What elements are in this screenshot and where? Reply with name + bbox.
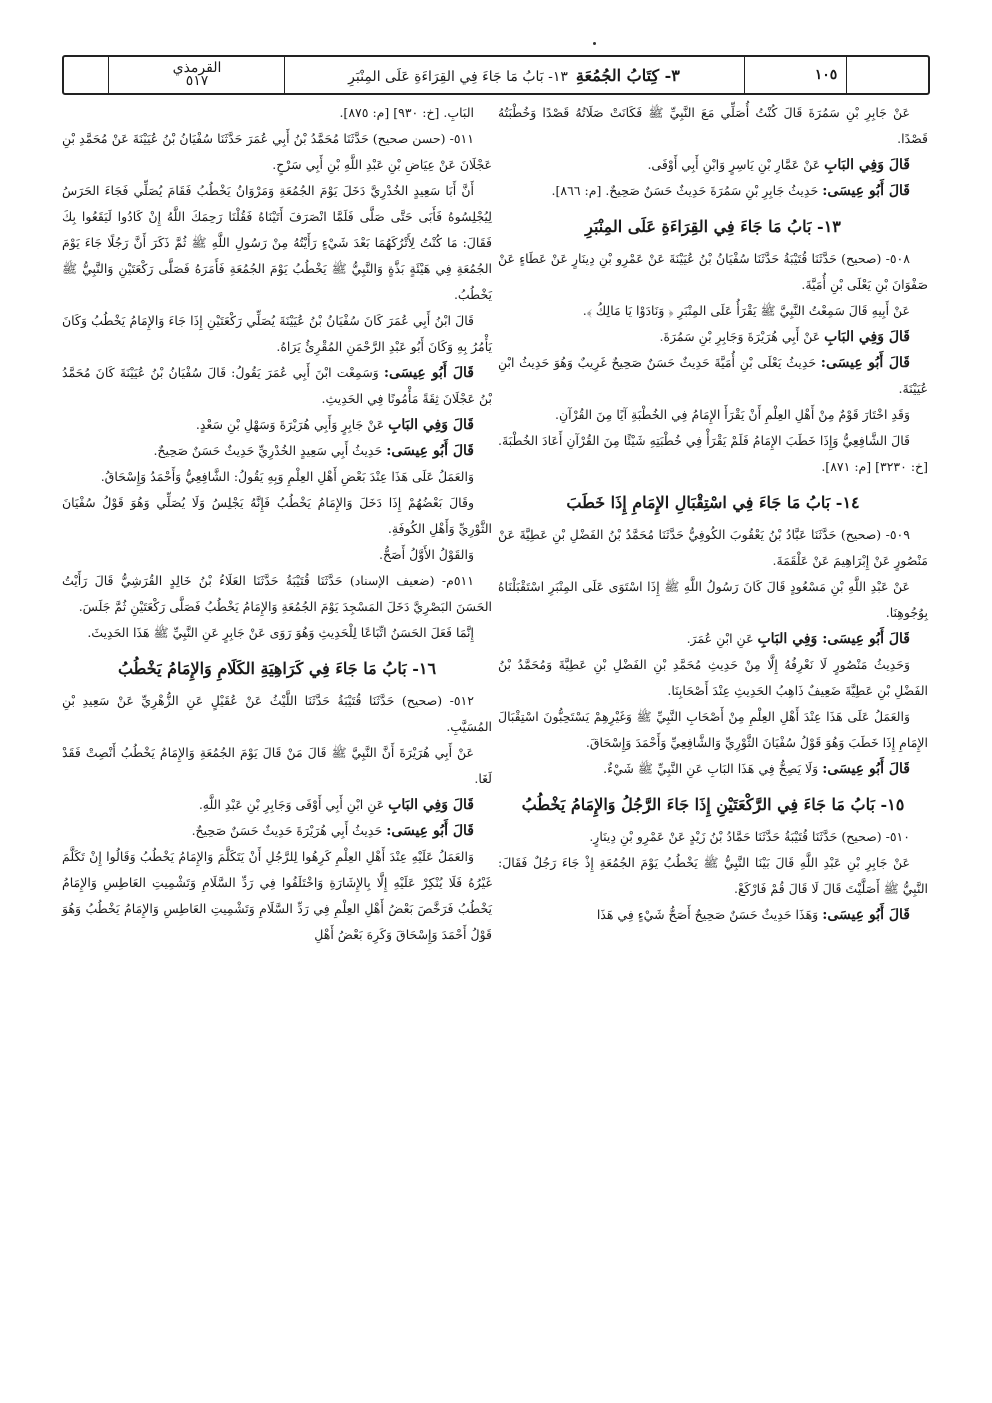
header-divider [284,57,285,93]
hadith-paragraph: ٥٠٨- (صحيح) حَدَّثَنَا قُتَيْبَةُ حَدَّثَنَا سُفْيَانُ بْنُ عُيَيْنَةَ عَنْ عَمْرِو بْنِ دِينَارٍ عَنْ عَطَاءٍ عَنْ صَفْوَانَ بْنِ يَعْلَى بْنِ أُمَيَّةَ. [498,251,928,292]
commentary-lead: قَالَ أَبُو عِيسَى: [383,365,474,381]
commentary-text: حَدِيثُ أَبِي سَعِيدٍ الخُدْرِيِّ حَدِيثٌ حَسَنٌ صَحِيحٌ. [153,443,387,458]
header-divider [846,57,847,93]
hadith-paragraph: ٥٠٩- (صحيح) حَدَّثَنَا عَبَّادُ بْنُ يَعْقُوبَ الكُوفِيُّ حَدَّثَنَا مُحَمَّدُ بْنُ الفَضْلِ بْنِ عَطِيَّةَ عَنْ مَنْصُورٍ عَنْ إِبْرَاهِيمَ عَنْ عَلْقَمَةَ. [498,527,928,568]
hadith-paragraph: وَالعَمَلُ عَلَى هَذَا عِنْدَ أَهْلِ العِلْمِ مِنْ أَصْحَابِ النَّبِيِّ ﷺ وَغَيْرِهِمْ يَسْتَحِبُّونَ اسْتِقْبَالَ الإِمَامِ إِذَا خَطَبَ وَهُوَ قَوْلُ سُفْيَانَ الثَّوْرِيِّ وَالشَّافِعِيِّ وَأَحْمَدَ وَإِسْحَاقَ. [498,709,928,750]
side-label: القرمذي [172,60,222,76]
commentary-lead: قَالَ وَفِي البَابِ [824,157,910,173]
commentary-text: عَنْ جَابِرٍ وَأَبِي هُرَيْرَةَ وَسَهْلِ بْنِ سَعْدٍ. [195,417,389,432]
commentary-text: حَدِيثُ جَابِرِ بْنِ سَمُرَةَ حَدِيثٌ حَسَنٌ صَحِيحٌ. [م: ٨٦٦]. [551,183,823,198]
commentary-paragraph [498,756,928,782]
commentary-lead: قَالَ وَفِي البَابِ [388,417,474,433]
page-header [62,55,930,95]
header-divider [108,57,109,93]
commentary-text: عَنِ ابْنِ أَبِي أَوْفَى وَجَابِرِ بْنِ عَبْدِ اللَّهِ. [198,797,389,812]
commentary-text: حَدِيثُ أَبِي هُرَيْرَةَ حَدِيثٌ حَسَنٌ صَحِيحٌ. [191,823,387,838]
hadith-paragraph: أَنَّ أَبَا سَعِيدٍ الخُدْرِيَّ دَخَلَ يَوْمَ الجُمُعَةِ وَمَرْوَانُ يَخْطُبُ فَقَامَ يُصَلِّي فَجَاءَ الحَرَسُ لِيُجْلِسُوهُ فَأَبَى حَتَّى صَلَّى فَلَمَّا انْصَرَفَ أَتَيْنَاهُ فَقُلْنَا رَحِمَكَ اللَّهُ إِنْ كَادُوا لَيَقَعُوا بِكَ فَقَالَ: مَا كُنْتُ لِأَتْرُكَهُمَا بَعْدَ شَيْءٍ رَأَيْتُهُ مِنْ رَسُولِ اللَّهِ ﷺ ثُمَّ ذَكَرَ أَنَّ رَجُلًا جَاءَ يَوْمَ الجُمُعَةِ فِي هَيْئَةٍ بَذَّةٍ وَالنَّبِيُّ ﷺ يَخْطُبُ يَوْمَ الجُمُعَةِ فَأَمَرَهُ فَصَلَّى رَكْعَتَيْنِ وَالنَّبِيُّ ﷺ يَخْطُبُ. [62,183,492,302]
page-number: ١٠٥ [814,67,838,83]
commentary-lead: قَالَ أَبُو عِيسَى: [822,907,910,923]
commentary-paragraph [62,360,492,412]
left-column [62,100,492,948]
commentary-lead: قَالَ أَبُو عِيسَى: [386,443,474,459]
commentary-paragraph [498,324,928,350]
commentary-text: حَدِيثُ يَعْلَى بْنِ أُمَيَّةَ حَدِيثٌ حَسَنٌ صَحِيحٌ غَرِيبٌ وَهُوَ حَدِيثُ ابْنِ عُيَيْنَةَ. [498,355,928,396]
commentary-text: عَنِ ابْنِ عُمَرَ. [686,631,758,646]
hadith-paragraph: وقَالَ بَعْضُهُمْ إِذَا دَخَلَ وَالإِمَامُ يَخْطُبُ فَإِنَّهُ يَجْلِسُ وَلَا يُصَلِّي وَهُوَ قَوْلُ سُفْيَانَ الثَّوْرِيِّ وَأَهْلِ الكُوفَةِ. [62,495,492,536]
hadith-paragraph: وَقَدِ اخْتَارَ قَوْمٌ مِنْ أَهْلِ العِلْمِ أَنْ يَقْرَأَ الإِمَامُ فِي الخُطْبَةِ آيًا مِنَ القُرْآنِ. [555,407,910,422]
hadith-paragraph: وَالعَمَلُ عَلَى هَذَا عِنْدَ بَعْضِ أَهْلِ العِلْمِ وَبِهِ يَقُولُ: الشَّافِعِيُّ وَأَحْمَدُ وَإِسْحَاقُ. [100,469,474,484]
top-dot [593,42,596,45]
hadith-paragraph: عَنْ أَبِيهِ قَالَ سَمِعْتُ النَّبِيَّ ﷺ يَقْرَأُ عَلَى المِنْبَرِ ﴿ وَنَادَوْا يَا مَالِكُ ﴾. [582,303,910,318]
side-number: ٥١٧ [185,73,209,89]
commentary-lead: قَالَ أَبُو عِيسَى: [386,823,474,839]
commentary-paragraph [498,350,928,402]
commentary-lead: قَالَ أَبُو عِيسَى: [820,355,910,371]
commentary-lead: قَالَ وَفِي البَابِ [824,329,910,345]
hadith-paragraph: ٥١٠- (صحيح) حَدَّثَنَا قُتَيْبَةُ حَدَّثَنَا حَمَّادُ بْنُ زَيْدٍ عَنْ عَمْرِو بْنِ دِينَارٍ. [589,829,910,844]
hadith-paragraph: ٥١١- (حسن صحيح) حَدَّثَنَا مُحَمَّدُ بْنُ أَبِي عُمَرَ حَدَّثَنَا سُفْيَانُ بْنُ عُيَيْنَةَ عَنْ مُحَمَّدِ بْنِ عَجْلَانَ عَنْ عِيَاضِ بْنِ عَبْدِ اللَّهِ بْنِ أَبِي سَرْحٍ. [62,131,492,172]
commentary-lead: قَالَ أَبُو عِيسَى: وَفِي البَابِ [757,631,910,647]
commentary-paragraph [498,626,928,652]
hadith-paragraph: وَالقَوْلُ الأَوَّلُ أَصَحُّ. [379,547,474,562]
hadith-paragraph: وَحَدِيثُ مَنْصُورٍ لَا نَعْرِفُهُ إِلَّا مِنْ حَدِيثِ مُحَمَّدِ بْنِ الفَضْلِ بْنِ عَطِيَّةَ وَمُحَمَّدُ بْنُ الفَضْلِ بْنِ عَطِيَّةَ ضَعِيفٌ ذَاهِبُ الحَدِيثِ عِنْدَ أَصْحَابِنَا. [498,657,928,698]
chapter-heading: ١٥- بَابُ مَا جَاءَ فِي الرَّكْعَتَيْنِ إِذَا جَاءَ الرَّجُلُ وَالإِمَامُ يَخْطُبُ [521,795,905,814]
hadith-paragraph: قَالَ الشَّافِعِيُّ وَإِذَا خَطَبَ الإِمَامُ فَلَمْ يَقْرَأْ فِي خُطْبَتِهِ شَيْئًا مِنَ القُرْآنِ أَعَادَ الخُطْبَةَ. [خ: ٣٢٣٠] [م: ٨٧١]. [498,433,928,474]
commentary-paragraph [62,412,492,438]
hadith-paragraph: إِنَّمَا فَعَلَ الحَسَنُ اتِّبَاعًا لِلْحَدِيثِ وَهُوَ رَوَى عَنْ جَابِرٍ عَنِ النَّبِيِّ ﷺ هَذَا الحَدِيثَ. [87,625,474,640]
commentary-lead: قَالَ وَفِي البَابِ [388,797,474,813]
hadith-paragraph: البَابِ. [خ: ٩٣٠] [م: ٨٧٥]. [339,105,474,120]
header-divider [744,57,745,93]
book-title: ٣- كِتَابُ الجُمُعَةِ [575,65,680,85]
commentary-paragraph [62,438,492,464]
hadith-paragraph: قَالَ ابْنُ أَبِي عُمَرَ كَانَ سُفْيَانُ بْنُ عُيَيْنَةَ يُصَلِّي رَكْعَتَيْنِ إِذَا جَاءَ وَالإِمَامُ يَخْطُبُ وَكَانَ يَأْمُرُ بِهِ وَكَانَ أَبُو عَبْدِ الرَّحْمَنِ المُقْرِئُ يَرَاهُ. [62,313,492,354]
commentary-paragraph [62,818,492,844]
chapter-heading: ١٦- بَابُ مَا جَاءَ فِي كَرَاهِيَةِ الكَلَامِ وَالإِمَامُ يَخْطُبُ [117,659,437,678]
commentary-paragraph [498,152,928,178]
commentary-paragraph [498,902,928,928]
commentary-text: وَسَمِعْت ابْنَ أَبِي عُمَرَ يَقُولُ: قَالَ سُفْيَانُ بْنُ عُيَيْنَةَ كَانَ مُحَمَّدُ بْنُ عَجْلَانَ ثِقَةً مَأْمُونًا فِي الحَدِيثِ. [62,365,492,406]
commentary-text: وَهَذَا حَدِيثٌ حَسَنٌ صَحِيحٌ أَصَحُّ شَيْءٍ فِي هَذَا [596,907,823,922]
running-title [284,57,744,93]
commentary-paragraph [498,178,928,204]
hadith-paragraph: ٥١٢- (صحيح) حَدَّثَنَا قُتَيْبَةُ حَدَّثَنَا اللَّيْثُ عَنْ عُقَيْلٍ عَنِ الزُّهْرِيِّ عَنْ سَعِيدِ بْنِ المُسَيَّبِ. [62,693,492,734]
commentary-lead: قَالَ أَبُو عِيسَى: [822,183,910,199]
hadith-paragraph: عَنْ أَبِي هُرَيْرَةَ أَنَّ النَّبِيَّ ﷺ قَالَ مَنْ قَالَ يَوْمَ الجُمُعَةِ وَالإِمَامُ يَخْطُبُ أَنْصِتْ فَقَدْ لَغَا. [62,745,492,786]
hadith-paragraph: ٥١١م- (ضعيف الإسناد) حَدَّثَنَا قُتَيْبَةُ حَدَّثَنَا العَلَاءُ بْنُ خَالِدٍ القُرَشِيُّ قَالَ رَأَيْتُ الحَسَنَ البَصْرِيَّ دَخَلَ المَسْجِدَ يَوْمَ الجُمُعَةِ وَالإِمَامُ يَخْطُبُ فَصَلَّى رَكْعَتَيْنِ ثُمَّ جَلَسَ. [62,573,492,614]
commentary-lead: قَالَ أَبُو عِيسَى: [822,761,910,777]
hadith-paragraph: عَنْ عَبْدِ اللَّهِ بْنِ مَسْعُودٍ قَالَ كَانَ رَسُولُ اللَّهِ ﷺ إِذَا اسْتَوَى عَلَى المِنْبَرِ اسْتَقْبَلْنَاهُ بِوُجُوهِنَا. [498,579,928,620]
hadith-paragraph: عَنْ جَابِرِ بْنِ سَمُرَةَ قَالَ كُنْتُ أُصَلِّي مَعَ النَّبِيِّ ﷺ فَكَانَتْ صَلَاتُهُ قَصْدًا وَخُطْبَتُهُ قَصْدًا. [498,105,928,146]
side-box [110,57,284,93]
chapter-heading: ١٣- بَابُ مَا جَاءَ فِي القِرَاءَةِ عَلَى المِنْبَرِ [585,217,841,236]
commentary-text: عَنْ أَبِي هُرَيْرَةَ وَجَابِرِ بْنِ سَمُرَةَ. [659,329,825,344]
right-column [498,100,928,928]
chapter-heading: ١٤- بَابُ مَا جَاءَ فِي اسْتِقْبَالِ الإِمَامِ إِذَا خَطَبَ [566,493,860,512]
chapter-ref: ١٣- بَابُ مَا جَاءَ فِي القِرَاءَةِ عَلَى المِنْبَرِ [348,68,568,85]
hadith-paragraph: وَالعَمَلُ عَلَيْهِ عِنْدَ أَهْلِ العِلْمِ كَرِهُوا لِلرَّجُلِ أَنْ يَتَكَلَّمَ وَالإِمَامُ يَخْطُبُ وَقَالُوا إِنْ تَكَلَّمَ غَيْرُهُ فَلَا يُنْكِرْ عَلَيْهِ إِلَّا بِالإِشَارَةِ وَاخْتَلَفُوا فِي رَدِّ السَّلَامِ وَتَشْمِيتِ العَاطِسِ وَالإِمَامُ يَخْطُبُ فَرَخَّصَ بَعْضُ أَهْلِ العِلْمِ فِي رَدِّ السَّلَامِ وَتَشْمِيتِ العَاطِسِ وَالإِمَامُ يَخْطُبُ وَهُوَ قَوْلُ أَحْمَدَ وَإِسْحَاقَ وَكَرِهَ بَعْضُ أَهْلِ [62,849,492,942]
commentary-text: عَنْ عَمَّارِ بْنِ يَاسِرٍ وَابْنِ أَبِي أَوْفَى. [647,157,825,172]
commentary-text: وَلَا يَصِحُّ فِي هَذَا البَابِ عَنِ النَّبِيِّ ﷺ شَيْءٌ. [603,761,823,776]
commentary-paragraph [62,792,492,818]
hadith-paragraph: عَنْ جَابِرِ بْنِ عَبْدِ اللَّهِ قَالَ بَيْنَا النَّبِيُّ ﷺ يَخْطُبُ يَوْمَ الجُمُعَةِ إِذْ جَاءَ رَجُلٌ فَقَالَ: النَّبِيُّ ﷺ أَصَلَّيْتَ قَالَ لَا قَالَ قُمْ فَارْكَعْ. [498,855,928,896]
